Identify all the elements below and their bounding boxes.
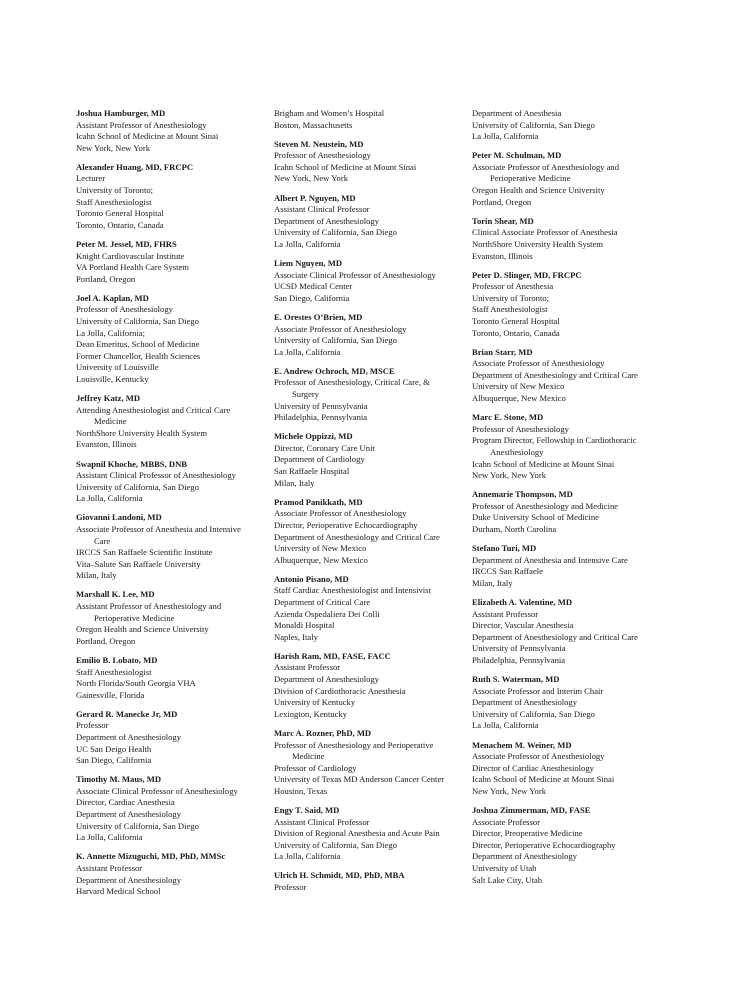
contributor-affiliation-line: Surgery [292, 388, 320, 399]
contributor-affiliation-line: Oregon Health and Science University [472, 185, 605, 196]
contributor-affiliation-line: Naples, Italy [274, 631, 318, 642]
contributors-column-3 [472, 108, 662, 894]
contributor-affiliation-line: NorthShore University Health System [472, 238, 604, 249]
contributor-affiliation-line: Knight Cardiovascular Institute [76, 250, 185, 261]
contributor-entry [472, 805, 662, 886]
contributor-affiliation-line: Associate Professor [472, 816, 541, 827]
contributor-affiliation-line: Portland, Oregon [76, 273, 136, 284]
contributor-affiliation-line: Louisville, Kentucky [76, 373, 149, 384]
contributor-affiliation-line: Icahn School of Medicine at Mount Sinai [274, 161, 417, 172]
contributor-name: Emilio B. Lobato, MD [76, 654, 158, 665]
contributor-affiliation-line: Professor [274, 882, 307, 893]
contributor-entry [76, 512, 266, 582]
contributor-affiliation-line: La Jolla, California [274, 851, 341, 862]
contributor-entry [76, 774, 266, 844]
contributor-entry [274, 651, 464, 721]
contributor-affiliation-line: University of California, San Diego [274, 335, 397, 346]
contributor-affiliation-line: Harvard Medical School [76, 886, 161, 897]
contributor-name: Swapnil Khoche, MBBS, DNB [76, 458, 188, 469]
contributor-name: Peter M. Jessel, MD, FHRS [76, 238, 177, 249]
contributor-name: Peter M. Schulman, MD [472, 150, 562, 161]
contributor-affiliation-line: University of California, San Diego [274, 839, 397, 850]
contributor-affiliation-line: Associate Clinical Professor of Anesthesiology [76, 785, 238, 796]
contributor-affiliation-line: University of California, San Diego [76, 316, 199, 326]
contributor-affiliation-line: University of Louisville [76, 362, 159, 373]
contributor-affiliation-line: Salt Lake City, Utah [472, 874, 543, 885]
contributor-affiliation-line: San Raffaele Hospital [274, 466, 350, 477]
contributor-name: Engy T. Said, MD [274, 804, 340, 815]
contributor-affiliation-line: Medicine [292, 751, 325, 762]
contributor-affiliation-line: Lexington, Kentucky [274, 708, 348, 719]
contributor-affiliation-line: Milan, Italy [472, 577, 513, 588]
contributor-affiliation-line: La Jolla, California [274, 346, 341, 357]
contributor-entry [472, 543, 662, 589]
contributor-affiliation-line: Professor [76, 720, 109, 731]
contributor-affiliation-line: NorthShore University Health System [76, 427, 208, 438]
contributor-entry [76, 709, 266, 767]
contributor-affiliation-line: Icahn School of Medicine at Mount Sinai [472, 458, 615, 469]
contributor-affiliation-line: Associate Professor and Interim Chair [472, 685, 604, 696]
contributor-affiliation-line: University of California, San Diego [76, 820, 199, 831]
contributor-affiliation-line: San Diego, California [76, 755, 152, 766]
contributor-affiliation-line: Professor of Cardiology [274, 762, 357, 773]
contributor-affiliation-line: Department of Anesthesiology and Critical Care [472, 631, 638, 642]
contributor-affiliation-line: Toronto General Hospital [472, 316, 560, 326]
contributor-affiliation-line: Department of Anesthesiology [274, 674, 380, 685]
contributor-affiliation-line: Assistant Clinical Professor of Anesthesiology [76, 470, 236, 481]
contributor-affiliation-line: Professor of Anesthesiology and Perioperative [274, 739, 434, 750]
contributor-affiliation-line: Department of Cardiology [274, 454, 365, 465]
contributor-entry [274, 574, 464, 644]
contributor-affiliation-line: Care [94, 535, 111, 546]
contributor-affiliation-line: Milan, Italy [76, 570, 117, 581]
contributor-affiliation-line: Associate Professor of Anesthesiology [472, 751, 605, 762]
contributor-name: Pramod Panikkath, MD [274, 496, 363, 507]
contributor-entry [274, 805, 464, 863]
contributor-entry [76, 108, 266, 154]
contributor-name: Joshua Hamburger, MD [76, 108, 166, 118]
contributor-affiliation-line: UC San Deigo Health [76, 743, 152, 754]
contributor-affiliation-line: La Jolla, California [472, 131, 539, 142]
contributor-affiliation-line: Anesthesiology [490, 446, 544, 457]
contributor-name: Brian Starr, MD [472, 346, 533, 357]
contributor-affiliation-line: Director, Preoperative Medicine [472, 828, 583, 839]
contributors-column-2 [274, 108, 464, 901]
contributor-affiliation-line: Duke University School of Medicine [472, 512, 599, 523]
contributor-affiliation-line: Department of Anesthesiology [472, 697, 578, 708]
contributor-name: E. Orestes O’Brien, MD [274, 311, 363, 322]
contributor-affiliation-line: Professor of Anesthesiology [274, 150, 371, 161]
contributor-affiliation-line: University of Kentucky [274, 697, 356, 708]
contributor-affiliation-line: Associate Clinical Professor of Anesthesiology [274, 269, 436, 280]
contributor-entry [274, 870, 464, 893]
contributor-affiliation-line: University of Texas MD Anderson Cancer Center [274, 774, 445, 785]
contributor-entry [76, 459, 266, 505]
contributor-affiliation-line: Professor of Anesthesiology, Critical Care, & [274, 377, 430, 388]
contributor-affiliation-line: Division of Regional Anesthesia and Acute Pain [274, 828, 440, 839]
contributor-affiliation-line: San Diego, California [274, 292, 350, 303]
contributor-affiliation-line: VA Portland Health Care System [76, 262, 189, 273]
contributor-affiliation-line: Department of Critical Care [274, 596, 371, 607]
contributor-affiliation-line: Professor of Anesthesiology and Medicine [472, 500, 619, 511]
contributor-affiliation-line: Portland, Oregon [76, 635, 136, 646]
contributor-affiliation-line: University of Pennsylvania [274, 400, 368, 411]
contributor-affiliation-line: Director, Vascular Anesthesia [472, 620, 574, 631]
contributor-affiliation-line: La Jolla, California [76, 493, 143, 504]
contributor-affiliation-line: Associate Professor of Anesthesiology [274, 323, 407, 334]
contributor-entry [274, 108, 464, 131]
contributor-affiliation-line: Toronto, Ontario, Canada [472, 327, 560, 338]
contributor-affiliation-line: Assistant Professor [472, 608, 539, 619]
contributor-affiliation-line: Former Chancellor, Health Sciences [76, 350, 201, 361]
contributor-affiliation-line: Milan, Italy [274, 477, 315, 488]
contributor-affiliation-line: Attending Anesthesiologist and Critical Care [76, 404, 231, 415]
contributor-affiliation-line: New York, New York [274, 173, 349, 184]
contributor-affiliation-line: Brigham and Women’s Hospital [274, 108, 385, 118]
contributors-column-1 [76, 108, 266, 905]
contributor-affiliation-line: Program Director, Fellowship in Cardiothoracic [472, 435, 637, 446]
contributor-affiliation-line: Icahn School of Medicine at Mount Sinai [76, 131, 219, 142]
contributor-affiliation-line: Director of Cardiac Anesthesiology [472, 762, 594, 773]
contributor-affiliation-line: Staff Anesthesiologist [76, 196, 152, 207]
contributor-affiliation-line: Director, Perioperative Echocardiography [274, 519, 418, 530]
contributor-entry [274, 193, 464, 251]
contributor-affiliation-line: Assistant Clinical Professor [274, 204, 370, 215]
contributor-entry [274, 431, 464, 489]
contributor-affiliation-line: Medicine [94, 416, 127, 427]
contributor-name: Gerard R. Manecke Jr, MD [76, 708, 178, 719]
contributor-affiliation-line: Portland, Oregon [472, 196, 532, 207]
contributor-name: Marshall K. Lee, MD [76, 589, 155, 600]
contributor-entry [274, 366, 464, 424]
contributor-entry [472, 150, 662, 208]
contributor-affiliation-line: University of California, San Diego [76, 481, 199, 492]
contributor-name: Alexander Huang, MD, FRCPC [76, 161, 194, 172]
contributor-entry [76, 851, 266, 897]
contributor-name: Antonio Pisano, MD [274, 573, 349, 584]
contributor-entry [472, 270, 662, 340]
contributor-entry [76, 589, 266, 647]
contributor-entry [472, 412, 662, 482]
contributor-affiliation-line: Assistant Professor [76, 862, 143, 873]
contributor-name: Liem Nguyen, MD [274, 258, 343, 269]
contributor-affiliation-line: Department of Anesthesia [472, 108, 562, 118]
contributor-affiliation-line: Department of Anesthesiology and Critical Care [472, 369, 638, 380]
contributor-name: Stefano Turi, MD [472, 543, 537, 554]
contributor-affiliation-line: Associate Professor of Anesthesiology [274, 508, 407, 519]
contributor-entry [76, 293, 266, 386]
contributor-name: Jeffrey Katz, MD [76, 393, 141, 404]
contributor-affiliation-line: University of New Mexico [274, 543, 367, 554]
contributor-affiliation-line: Assistant Clinical Professor [274, 816, 370, 827]
contributor-affiliation-line: University of New Mexico [472, 381, 565, 392]
contributor-affiliation-line: Associate Professor of Anesthesiology [472, 358, 605, 369]
contributor-affiliation-line: University of Utah [472, 862, 537, 873]
contributor-affiliation-line: Vita–Salute San Raffaele University [76, 558, 201, 569]
contributor-affiliation-line: University of California, San Diego [472, 708, 595, 719]
contributor-affiliation-line: Assistant Professor of Anesthesiology and [76, 601, 222, 612]
contributor-affiliation-line: La Jolla, California [76, 832, 143, 843]
contributor-entry [76, 393, 266, 451]
contributor-affiliation-line: Gainesville, Florida [76, 689, 145, 700]
contributor-affiliation-line: Icahn School of Medicine at Mount Sinai [472, 774, 615, 785]
contributor-name: Marc E. Stone, MD [472, 412, 544, 423]
contributor-affiliation-line: University of California, San Diego [472, 119, 595, 130]
contributor-affiliation-line: UCSD Medical Center [274, 281, 353, 292]
contributor-affiliation-line: Department of Anesthesiology [274, 215, 380, 226]
contributor-entry [274, 728, 464, 798]
contributor-affiliation-line: Department of Anesthesiology and Critical Care [274, 531, 440, 542]
contributor-entry [472, 674, 662, 732]
contributor-affiliation-line: Department of Anesthesiology [76, 874, 182, 885]
contributor-name: E. Andrew Ochroch, MD, MSCE [274, 365, 395, 376]
contributor-affiliation-line: IRCCS San Raffaele [472, 566, 543, 577]
contributor-name: K. Annette Mizuguchi, MD, PhD, MMSc [76, 851, 226, 862]
contributor-affiliation-line: Director, Cardiac Anesthesia [76, 797, 175, 808]
contributor-affiliation-line: Clinical Associate Professor of Anesthesia [472, 227, 618, 238]
contributor-entry [76, 162, 266, 232]
contributor-affiliation-line: University of California, San Diego [274, 227, 397, 238]
contributor-affiliation-line: Albuquerque, New Mexico [472, 393, 566, 404]
contributor-affiliation-line: Director, Coronary Care Unit [274, 442, 375, 453]
contributor-affiliation-line: Department of Anesthesiology [76, 809, 182, 820]
contributor-affiliation-line: Division of Cardiothoracic Anesthesia [274, 685, 406, 696]
contributor-entry [274, 139, 464, 185]
contributor-entry [472, 489, 662, 535]
contributor-affiliation-line: Evanston, Illinois [472, 250, 533, 261]
contributor-affiliation-line: Toronto, Ontario, Canada [76, 219, 164, 230]
contributor-affiliation-line: Assistant Professor of Anesthesiology [76, 119, 207, 130]
contributor-affiliation-line: Staff Anesthesiologist [472, 304, 548, 315]
contributor-name: Giovanni Landoni, MD [76, 512, 162, 523]
contributor-affiliation-line: Department of Anesthesiology [76, 732, 182, 742]
contributor-entry [472, 597, 662, 667]
contributor-entry [76, 655, 266, 701]
contributor-affiliation-line: Director, Perioperative Echocardiography [472, 839, 616, 850]
contributor-entry [472, 216, 662, 262]
contributor-name: Joshua Zimmerman, MD, FASE [472, 804, 591, 815]
contributor-affiliation-line: Durham, North Carolina [472, 524, 557, 534]
contributor-affiliation-line: Professor of Anesthesiology [472, 423, 569, 434]
contributor-name: Ulrich H. Schmidt, MD, PhD, MBA [274, 870, 405, 881]
contributor-affiliation-line: New York, New York [76, 142, 151, 153]
contributor-name: Timothy M. Maus, MD [76, 774, 162, 785]
contributor-affiliation-line: La Jolla, California [472, 720, 539, 731]
contributor-entry [76, 239, 266, 285]
contributor-affiliation-line: Philadelphia, Pennsylvania [274, 412, 368, 423]
contributor-affiliation-line: New York, New York [472, 785, 547, 796]
contributor-entry [274, 258, 464, 304]
contributor-affiliation-line: Assistant Professor [274, 662, 341, 673]
contributor-affiliation-line: Perioperative Medicine [94, 612, 175, 623]
contributor-affiliation-line: Staff Anesthesiologist [76, 666, 152, 677]
contributor-affiliation-line: Perioperative Medicine [490, 173, 571, 184]
contributor-affiliation-line: Lecturer [76, 173, 106, 184]
contributor-affiliation-line: Professor of Anesthesia [472, 281, 554, 292]
contributor-affiliation-line: Associate Professor of Anesthesia and Intensive [76, 524, 241, 534]
contributor-name: Annemarie Thompson, MD [472, 489, 573, 500]
contributor-entry [472, 347, 662, 405]
contributor-entry [472, 108, 662, 143]
contributor-affiliation-line: Boston, Massachusetts [274, 119, 353, 130]
contributor-name: Albert P. Nguyen, MD [274, 192, 356, 203]
contributor-affiliation-line: University of Toronto; [472, 292, 550, 303]
contributor-affiliation-line: Associate Professor of Anesthesiology and [472, 161, 620, 172]
contributor-entry [274, 497, 464, 567]
contributor-name: Joel A. Kaplan, MD [76, 292, 149, 303]
contributor-affiliation-line: La Jolla, California; [76, 327, 145, 338]
contributor-name: Harish Ram, MD, FASE, FACC [274, 650, 391, 661]
contributor-affiliation-line: Professor of Anesthesiology [76, 304, 173, 315]
contributor-affiliation-line: Azienda Ospedaliera Dei Colli [274, 608, 380, 619]
contributor-affiliation-line: La Jolla, California [274, 238, 341, 249]
contributor-name: Torin Shear, MD [472, 215, 534, 226]
contributor-affiliation-line: Department of Anesthesia and Intensive Care [472, 554, 628, 565]
contributor-affiliation-line: Staff Cardiac Anesthesiologist and Intensivist [274, 585, 431, 596]
contributor-affiliation-line: Department of Anesthesiology [472, 851, 578, 862]
contributor-affiliation-line: New York, New York [472, 470, 547, 481]
contributor-affiliation-line: Monaldi Hospital [274, 620, 335, 631]
contributor-affiliation-line: North Florida/South Georgia VHA [76, 678, 196, 689]
contributor-affiliation-line: University of Pennsylvania [472, 643, 566, 654]
contributor-affiliation-line: Evanston, Illinois [76, 439, 137, 450]
contributor-name: Peter D. Slinger, MD, FRCPC [472, 269, 582, 280]
contributor-name: Menachem M. Weiner, MD [472, 739, 572, 750]
contributor-affiliation-line: University of Toronto; [76, 185, 154, 196]
contributor-affiliation-line: Dean Emeritus, School of Medicine [76, 339, 200, 350]
contributor-name: Ruth S. Waterman, MD [472, 674, 560, 685]
contributor-affiliation-line: Philadelphia, Pennsylvania [472, 654, 566, 665]
contributor-affiliation-line: IRCCS San Raffaele Scientific Institute [76, 547, 213, 558]
contributor-affiliation-line: Houston, Texas [274, 785, 328, 796]
contributor-name: Marc A. Rozner, PhD, MD [274, 727, 372, 738]
contributor-name: Michele Oppizzi, MD [274, 431, 353, 442]
contributor-name: Elizabeth A. Valentine, MD [472, 596, 573, 607]
contributor-affiliation-line: Oregon Health and Science University [76, 624, 209, 635]
contributor-affiliation-line: Albuquerque, New Mexico [274, 554, 368, 565]
contributor-entry [472, 740, 662, 798]
contributor-entry [274, 312, 464, 358]
contributor-name: Steven M. Neustein, MD [274, 138, 364, 149]
contributor-affiliation-line: Toronto General Hospital [76, 208, 164, 219]
